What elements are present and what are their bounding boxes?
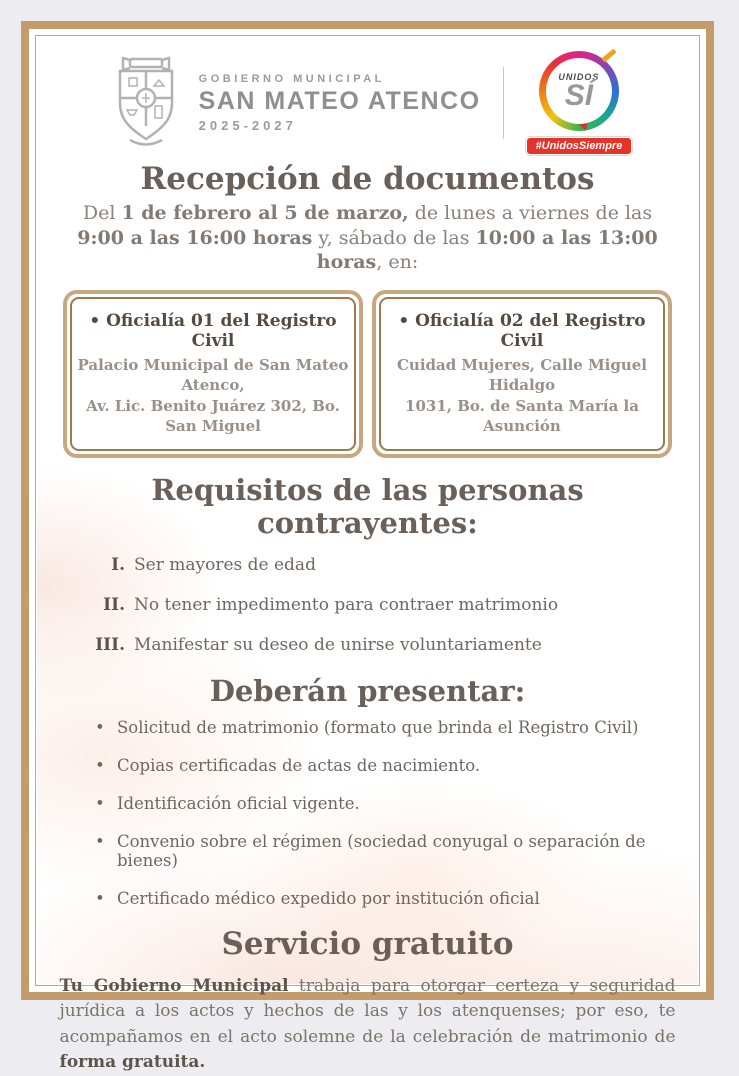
- intro-seg: Del: [82, 202, 122, 224]
- gov-label: GOBIERNO MUNICIPAL: [198, 73, 385, 85]
- document-text: Identificación oficial vigente.: [117, 794, 360, 814]
- bullet-icon: •: [95, 756, 105, 776]
- documents-heading: Deberán presentar:: [209, 673, 526, 708]
- paragraph-seg: trabaja para otorgar certeza y seguridad jurídica a los actos y hechos de las y los atenquenses; por eso, te acompañamos en el acto solemne de la celebración de matrimonio de: [59, 975, 676, 1047]
- org-text-block: [199, 73, 481, 133]
- list-item: [95, 794, 698, 813]
- intro-seg-bold: 10:00 a las 13:00 horas: [316, 226, 658, 274]
- office-box-1: [63, 290, 363, 458]
- municipality-name: SAN MATEO ATENCO: [198, 87, 481, 115]
- header: [37, 55, 698, 151]
- roman-numeral: I.: [111, 554, 125, 575]
- office-1-address-line: Palacio Municipal de San Mateo Atenco,: [77, 356, 349, 395]
- check-swoosh-icon: [601, 48, 616, 62]
- office-1-title: • Oficialía 01 del Registro Civil: [89, 311, 337, 352]
- requirement-text: No tener impedimento para contraer matrimonio: [134, 594, 559, 615]
- term-years: 2025-2027: [198, 118, 297, 133]
- list-item: [95, 595, 698, 615]
- unidos-siempre-badge: #UnidosSiempre: [526, 137, 633, 155]
- paragraph-seg-bold: forma gratuita.: [59, 1052, 206, 1073]
- bullet-icon: •: [95, 794, 105, 814]
- intro-seg: de lunes a viernes de las: [408, 202, 653, 224]
- free-service-heading: Servicio gratuito: [221, 926, 514, 963]
- intro-seg-bold: 9:00 a las 16:00 horas: [77, 226, 313, 249]
- document-text: Solicitud de matrimonio (formato que brinda el Registro Civil): [117, 718, 639, 738]
- documents-list: [95, 718, 698, 908]
- free-service-paragraph: [60, 974, 676, 1076]
- bullet-icon: •: [95, 718, 105, 738]
- flyer-content: [37, 37, 698, 1073]
- paragraph-seg-bold: Tu Gobierno Municipal: [59, 975, 289, 996]
- office-box-2: [372, 290, 672, 458]
- list-item: [95, 832, 698, 870]
- intro-seg-bold: 1 de febrero al 5 de marzo,: [121, 202, 409, 224]
- office-boxes: [37, 290, 698, 458]
- office-2-address-line: 1031, Bo. de Santa María la Asunción: [405, 396, 639, 435]
- roman-numeral: II.: [103, 594, 125, 615]
- page-title: Recepción de documentos: [140, 161, 595, 197]
- decorative-gold-frame: [21, 21, 714, 1073]
- unidos-si-logo: [526, 51, 633, 155]
- list-item: [95, 756, 698, 775]
- header-divider: [503, 67, 504, 139]
- office-2-address-line: Cuidad Mujeres, Calle Miguel Hidalgo: [396, 356, 648, 395]
- municipal-coat-of-arms-icon: [103, 56, 189, 150]
- inner-frame-line: [35, 35, 700, 1073]
- requirement-text: Manifestar su deseo de unirse voluntariamente: [134, 634, 542, 655]
- bullet-icon: •: [95, 832, 105, 852]
- intro-seg: y, sábado de las: [312, 226, 476, 249]
- unidos-label: UNIDOS: [558, 71, 600, 82]
- bullet-icon: •: [95, 889, 105, 909]
- list-item: [95, 718, 698, 737]
- document-text: Convenio sobre el régimen (sociedad conyugal o separación de bienes): [117, 832, 646, 871]
- intro-seg: , en:: [376, 251, 419, 274]
- list-item: [95, 555, 698, 575]
- unidos-si-ring-icon: [539, 51, 619, 131]
- document-text: Copias certificadas de actas de nacimiento.: [117, 756, 481, 776]
- list-item: [95, 889, 698, 908]
- requirement-text: Ser mayores de edad: [134, 554, 316, 575]
- roman-numeral: III.: [95, 634, 125, 655]
- office-1-address-line: Av. Lic. Benito Juárez 302, Bo. San Miguel: [86, 396, 340, 435]
- requirements-list: [95, 555, 698, 655]
- intro-text: [57, 201, 679, 275]
- unidos-si-center: [546, 58, 612, 124]
- document-text: Certificado médico expedido por institución oficial: [117, 889, 540, 909]
- list-item: [95, 635, 698, 655]
- requirements-heading: Requisitos de las personas contrayentes:: [151, 473, 584, 541]
- si-label: SÍ: [564, 78, 594, 112]
- office-2-title: • Oficialía 02 del Registro Civil: [398, 311, 646, 352]
